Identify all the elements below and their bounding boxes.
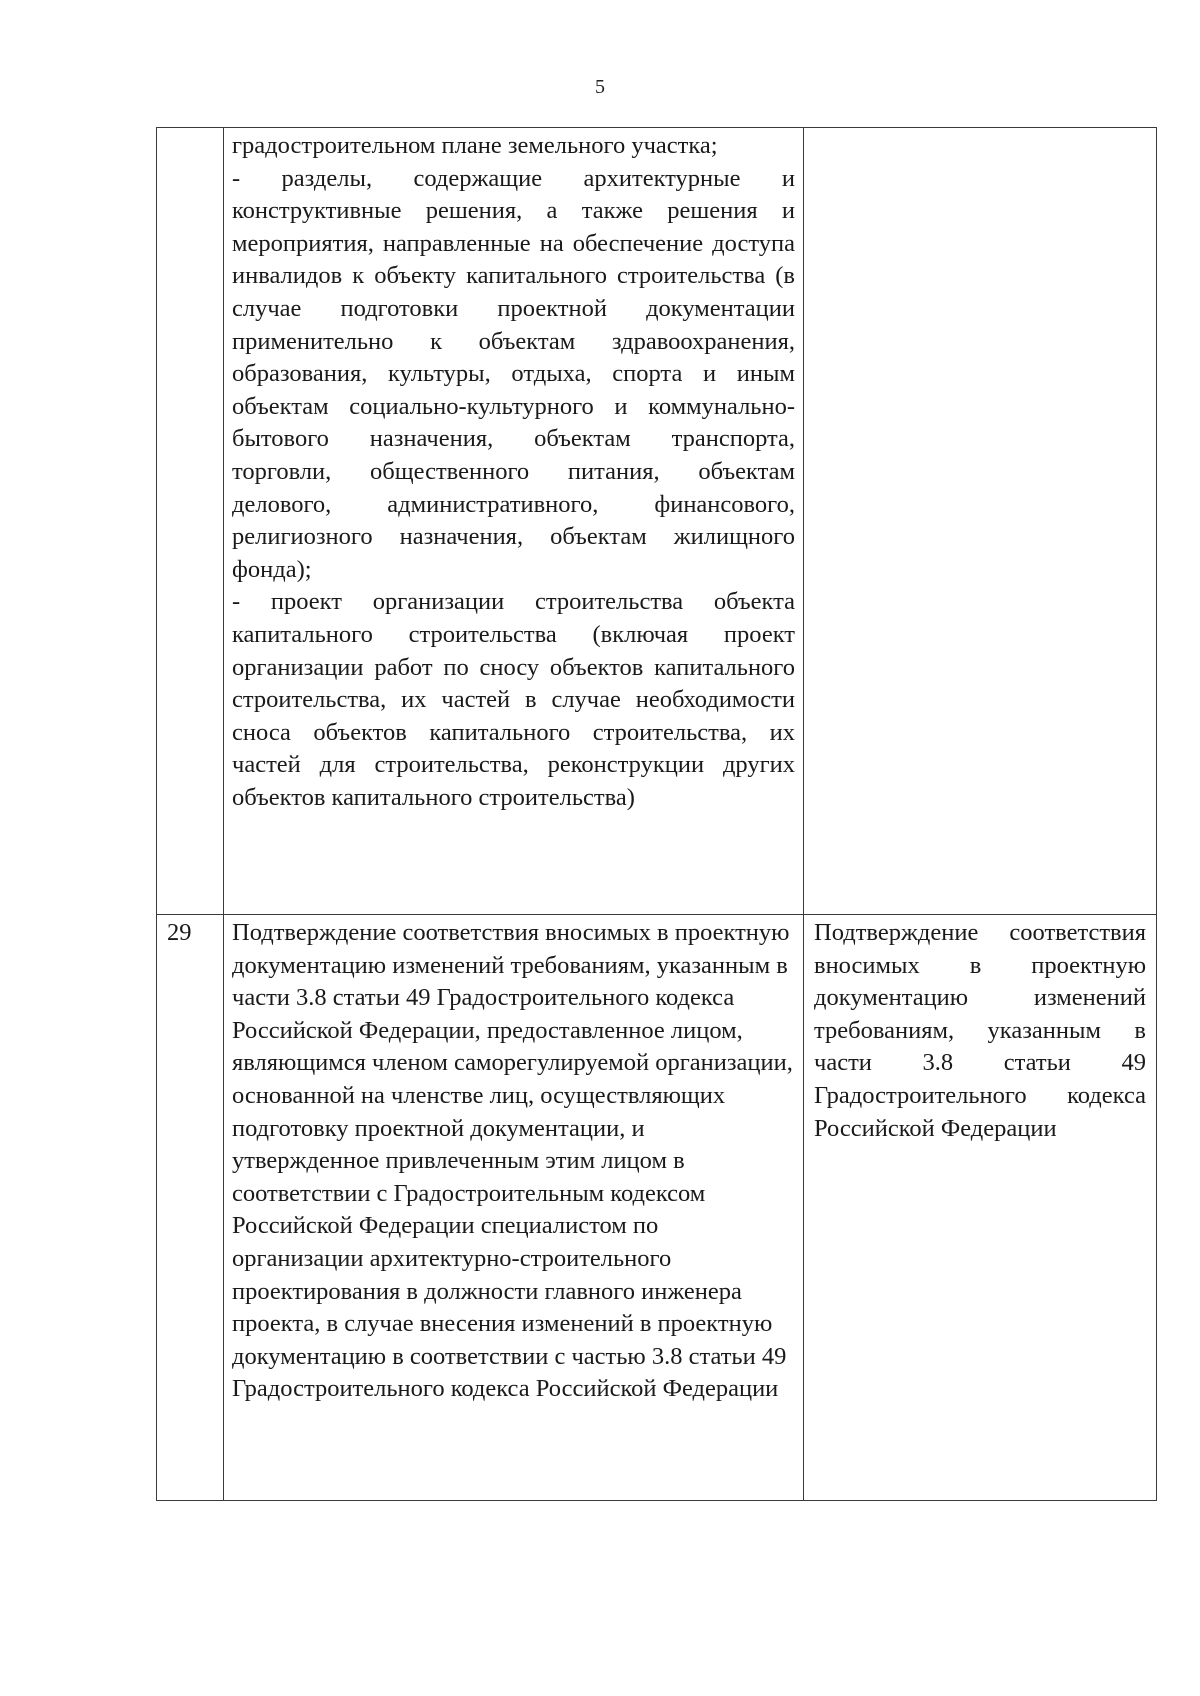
- description-paragraph: Подтверждение соответствия вносимых в проектную документацию изменений требованиям, указанным в части 3.8 статьи 49 Градостроительного кодекса Российской Федерации, предоставленное лицом, являющимся членом саморегулируемой организации, основанной на членстве лиц, осуществляющих подготовку проектной документации, и утвержденное привлеченным этим лицом в соответствии с Градостроительным кодексом Российской Федерации специалистом по организации архитектурно-строительного проектирования в должности главного инженера проекта, в случае внесения изменений в проектную документацию в соответствии с частью 3.8 статьи 49 Градостроительного кодекса Российской Федерации: [232, 919, 793, 1403]
- row-requirement-cell: [804, 915, 1157, 1501]
- description-paragraph: - разделы, содержащие архитектурные и конструктивные решения, а также решения и мероприятия, направленные на обеспечение доступа инвалидов к объекту капитального строительства (в случае подготовки проектной документации применительно к объектам здравоохранения, образования, культуры, отдыха, спорта и иным объектам социально-культурного и коммунально-бытового назначения, объектам транспорта, торговли, общественного питания, объектам делового, административного, финансового, религиозного назначения, объектам жилищного фонда);: [232, 164, 795, 583]
- row-description-cell: [224, 128, 804, 915]
- row-number-cell: [157, 128, 224, 915]
- row-number-cell: 29: [157, 915, 224, 1501]
- row-requirement-cell: [804, 128, 1157, 915]
- description-paragraph: градостроительном плане земельного участка;: [232, 132, 718, 159]
- row-description-cell: [224, 915, 804, 1501]
- table-row-29: [157, 915, 1157, 1501]
- requirements-table: [156, 127, 1157, 1501]
- description-paragraph: - проект организации строительства объекта капитального строительства (включая проект организации работ по сносу объектов капитального строительства, их частей в случае необходимости сноса объектов капитального строительства, их частей для строительства, реконструкции других объектов капитального строительства): [232, 588, 795, 811]
- page-number: 5: [595, 76, 605, 98]
- requirement-paragraph: Подтверждение соответствия вносимых в проектную документацию изменений требованиям, указанным в части 3.8 статьи 49 Градостроительного кодекса Российской Федерации: [814, 919, 1146, 1142]
- table-row-continued: [157, 128, 1157, 915]
